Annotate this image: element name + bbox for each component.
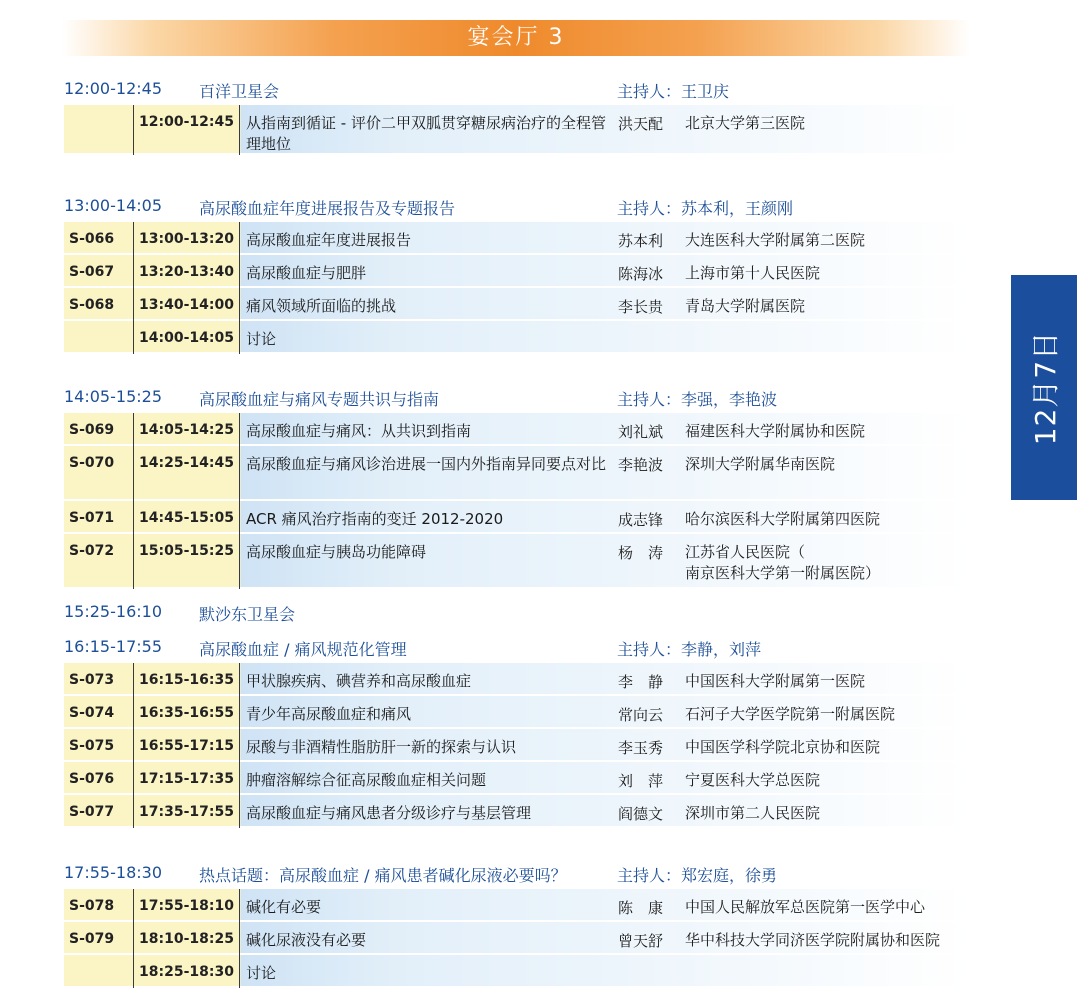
table-row [64, 889, 968, 922]
table-row [64, 534, 968, 589]
talk-time: 16:15-16:35 [139, 672, 234, 688]
talk-code: S-067 [69, 264, 115, 280]
talk-speaker: 李 静 [618, 673, 664, 691]
talk-topic: 从指南到循证 - 评价二甲双胍贯穿糖尿病治疗的全程管理地位 [246, 114, 606, 153]
talk-institution: 石河子大学医学院第一附属医院 [685, 705, 896, 723]
talk-topic: 痛风领域所面临的挑战 [246, 297, 397, 315]
table-row [64, 413, 968, 446]
talk-institution: 青岛大学附属医院 [685, 297, 806, 315]
talk-institution: 华中科技大学同济医学院附属协和医院 [685, 931, 941, 949]
talk-time: 17:15-17:35 [139, 771, 234, 787]
table-row [64, 729, 968, 762]
talk-code: S-076 [69, 771, 115, 787]
talk-topic: 碱化尿液没有必要 [246, 931, 367, 949]
table-row [64, 922, 968, 955]
talk-institution: 宁夏医科大学总医院 [685, 771, 821, 789]
hall-title: 宴会厅 3 [467, 25, 565, 50]
talk-institution: 深圳大学附属华南医院 [685, 455, 836, 473]
session-header [0, 387, 1000, 411]
talk-topic: 高尿酸血症与胰岛功能障碍 [246, 543, 427, 561]
host-label: 主持人： [617, 390, 682, 409]
session-hosts [617, 637, 761, 660]
talk-speaker: 常向云 [618, 706, 664, 724]
session-title: 百洋卫星会 [199, 82, 280, 101]
session-hosts [617, 387, 777, 410]
session-time: 17:55-18:30 [64, 863, 162, 882]
session-time: 16:15-17:55 [64, 637, 162, 656]
talk-time: 13:40-14:00 [139, 297, 234, 313]
talk-time: 14:00-14:05 [139, 330, 234, 346]
talk-topic: 碱化有必要 [246, 898, 322, 916]
session-title: 高尿酸血症与痛风专题共识与指南 [199, 390, 440, 409]
talk-time: 17:35-17:55 [139, 804, 234, 820]
host-names: 苏本利，王颜刚 [681, 199, 794, 218]
host-label: 主持人： [617, 82, 682, 101]
talk-code: S-079 [69, 931, 115, 947]
column-divider [133, 222, 134, 354]
talk-speaker: 杨 涛 [618, 544, 664, 562]
talk-institution: 中国人民解放军总医院第一医学中心 [685, 898, 926, 916]
talk-speaker: 苏本利 [618, 232, 664, 250]
table-row [64, 105, 968, 155]
date-tab-label: 12月7日 [1029, 330, 1062, 445]
table-row [64, 696, 968, 729]
session-time: 15:25-16:10 [64, 602, 162, 621]
talk-code: S-074 [69, 705, 115, 721]
talk-institution: 中国医学科学院北京协和医院 [685, 738, 881, 756]
session-hosts [617, 863, 777, 886]
session-time: 14:05-15:25 [64, 387, 162, 406]
column-divider [239, 413, 240, 589]
column-divider [239, 663, 240, 828]
host-names: 李静，刘萍 [681, 640, 762, 659]
talk-speaker: 李玉秀 [618, 739, 664, 757]
host-names: 郑宏庭，徐勇 [681, 866, 778, 885]
talk-code: S-078 [69, 898, 115, 914]
talk-institution: 中国医科大学附属第一医院 [685, 672, 866, 690]
talk-institution: 福建医科大学附属协和医院 [685, 422, 866, 440]
talk-time: 14:45-15:05 [139, 510, 234, 526]
table-row [64, 222, 968, 255]
table-row [64, 321, 968, 354]
talk-time: 18:10-18:25 [139, 931, 234, 947]
session-hosts [617, 196, 793, 219]
table-row [64, 255, 968, 288]
column-divider [133, 105, 134, 155]
talk-speaker: 陈海冰 [618, 265, 664, 283]
talk-institution: 上海市第十人民医院 [685, 264, 821, 282]
talk-speaker: 阎德文 [618, 805, 664, 823]
talk-code: S-069 [69, 422, 115, 438]
talk-institution: 大连医科大学附属第二医院 [685, 231, 866, 249]
table-row [64, 795, 968, 828]
session-header [0, 79, 1000, 103]
talk-topic: 肿瘤溶解综合征高尿酸血症相关问题 [246, 771, 487, 789]
column-divider [239, 889, 240, 988]
table-row [64, 446, 968, 501]
column-divider [239, 105, 240, 155]
talk-speaker: 刘礼斌 [618, 423, 664, 441]
talk-topic: 高尿酸血症年度进展报告 [246, 231, 412, 249]
column-divider [133, 413, 134, 589]
session-header [0, 637, 1000, 661]
talk-code: S-068 [69, 297, 115, 313]
date-tab [1011, 275, 1077, 500]
talk-code: S-066 [69, 231, 115, 247]
talk-topic: ACR 痛风治疗指南的变迁 2012-2020 [246, 510, 504, 528]
table-row [64, 288, 968, 321]
session-header [0, 196, 1000, 220]
column-divider [133, 889, 134, 988]
session-time: 13:00-14:05 [64, 196, 162, 215]
talk-topic: 青少年高尿酸血症和痛风 [246, 705, 412, 723]
talk-topic: 高尿酸血症与肥胖 [246, 264, 367, 282]
talk-time: 18:25-18:30 [139, 964, 234, 980]
host-names: 李强，李艳波 [681, 390, 778, 409]
talk-institution: 江苏省人民医院（ 南京医科大学第一附属医院） [685, 543, 881, 582]
session-time: 12:00-12:45 [64, 79, 162, 98]
session-title: 高尿酸血症 / 痛风规范化管理 [199, 640, 407, 659]
host-names: 王卫庆 [681, 82, 730, 101]
talk-speaker: 刘 萍 [618, 772, 664, 790]
talk-speaker: 曾天舒 [618, 932, 664, 950]
host-label: 主持人： [617, 640, 682, 659]
talk-code: S-073 [69, 672, 115, 688]
talk-code: S-075 [69, 738, 115, 754]
talk-institution: 哈尔滨医科大学附属第四医院 [685, 510, 881, 528]
talk-speaker: 洪天配 [618, 115, 664, 133]
talk-topic: 高尿酸血症与痛风：从共识到指南 [246, 422, 472, 440]
talk-time: 16:35-16:55 [139, 705, 234, 721]
talk-time: 12:00-12:45 [139, 114, 234, 130]
table-row [64, 762, 968, 795]
talk-speaker: 陈 康 [618, 899, 664, 917]
table-row [64, 955, 968, 988]
talk-topic: 讨论 [246, 330, 277, 348]
talk-speaker: 李艳波 [618, 456, 664, 474]
talk-code: S-077 [69, 804, 115, 820]
session-title: 默沙东卫星会 [199, 605, 296, 624]
talk-speaker: 李长贵 [618, 298, 664, 316]
talk-code: S-072 [69, 543, 115, 559]
talk-speaker: 成志锋 [618, 511, 664, 529]
talk-time: 16:55-17:15 [139, 738, 234, 754]
talk-topic: 高尿酸血症与痛风患者分级诊疗与基层管理 [246, 804, 532, 822]
host-label: 主持人： [617, 199, 682, 218]
session-hosts [617, 79, 729, 102]
session-title: 高尿酸血症年度进展报告及专题报告 [199, 199, 456, 218]
talk-topic: 尿酸与非酒精性脂肪肝一新的探索与认识 [246, 738, 517, 756]
host-label: 主持人： [617, 866, 682, 885]
talk-code: S-070 [69, 455, 115, 471]
talk-topic: 高尿酸血症与痛风诊治进展一国内外指南异同要点对比 [246, 455, 607, 473]
column-divider [239, 222, 240, 354]
session-header [0, 602, 1000, 626]
talk-time: 13:00-13:20 [139, 231, 234, 247]
talk-topic: 甲状腺疾病、碘营养和高尿酸血症 [246, 672, 472, 690]
talk-code: S-071 [69, 510, 115, 526]
talk-time: 15:05-15:25 [139, 543, 234, 559]
talk-time: 14:05-14:25 [139, 422, 234, 438]
talk-time: 17:55-18:10 [139, 898, 234, 914]
session-header [0, 863, 1000, 887]
talk-institution: 深圳市第二人民医院 [685, 804, 821, 822]
table-row [64, 501, 968, 534]
column-divider [133, 663, 134, 828]
talk-time: 14:25-14:45 [139, 455, 234, 471]
talk-institution: 北京大学第三医院 [685, 114, 806, 132]
talk-topic: 讨论 [246, 964, 277, 982]
talk-time: 13:20-13:40 [139, 264, 234, 280]
session-title: 热点话题：高尿酸血症 / 痛风患者碱化尿液必要吗？ [199, 866, 567, 885]
table-row [64, 663, 968, 696]
